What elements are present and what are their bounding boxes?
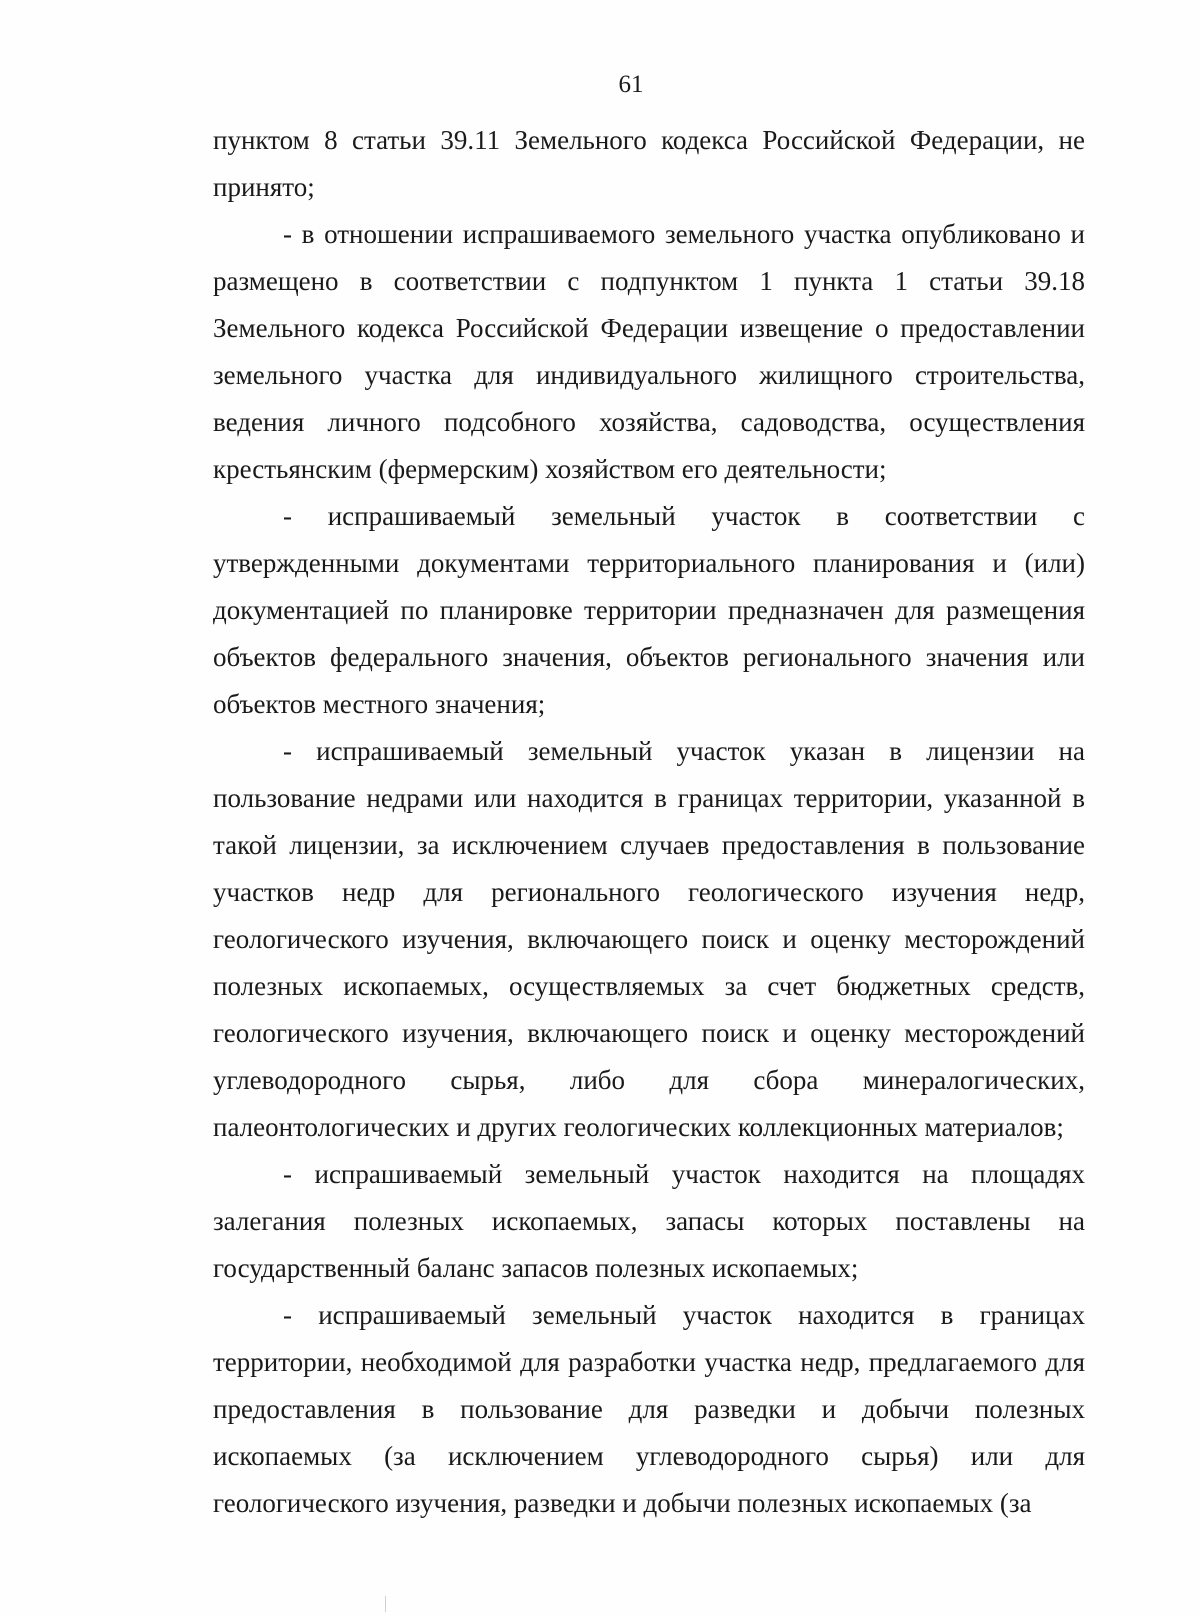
- document-body: [213, 117, 1085, 1527]
- paragraph-territorial-planning: - испрашиваемый земельный участок в соответствии с утвержденными документами территориального планирования и (или) документацией по планировке территории предназначен для размещения объектов федерального значения, объектов регионального значения или объектов местного значения;: [213, 501, 1085, 719]
- scan-artifact-mark: [385, 1596, 386, 1612]
- paragraph-subsoil-development: - испрашиваемый земельный участок находится в границах территории, необходимой для разработки участка недр, предлагаемого для предоставления в пользование для разведки и добычи полезных ископаемых (за исключением углеводородного сырья) или для геологического изучения, разведки и добычи полезных ископаемых (за: [213, 1300, 1085, 1518]
- paragraph-continuation: пунктом 8 статьи 39.11 Земельного кодекса Российской Федерации, не принято;: [213, 125, 1085, 202]
- page-number: 61: [618, 71, 644, 98]
- paragraph-mineral-deposits: - испрашиваемый земельный участок находится на площадях залегания полезных ископаемых, запасы которых поставлены на государственный баланс запасов полезных ископаемых;: [213, 1159, 1085, 1283]
- paragraph-subsoil-license: - испрашиваемый земельный участок указан в лицензии на пользование недрами или находится в границах территории, указанной в такой лицензии, за исключением случаев предоставления в пользование участков недр для регионального геологического изучения недр, геологического изучения, включающего поиск и оценку месторождений полезных ископаемых, осуществляемых за счет бюджетных средств, геологического изучения, включающего поиск и оценку месторождений углеводородного сырья, либо для сбора минералогических, палеонтологических и других геологических коллекционных материалов;: [213, 736, 1085, 1142]
- paragraph-notice-published: - в отношении испрашиваемого земельного участка опубликовано и размещено в соответствии с подпунктом 1 пункта 1 статьи 39.18 Земельного кодекса Российской Федерации извещение о предоставлении земельного участка для индивидуального жилищного строительства, ведения личного подсобного хозяйства, садоводства, осуществления крестьянским (фермерским) хозяйством его деятельности;: [213, 219, 1085, 484]
